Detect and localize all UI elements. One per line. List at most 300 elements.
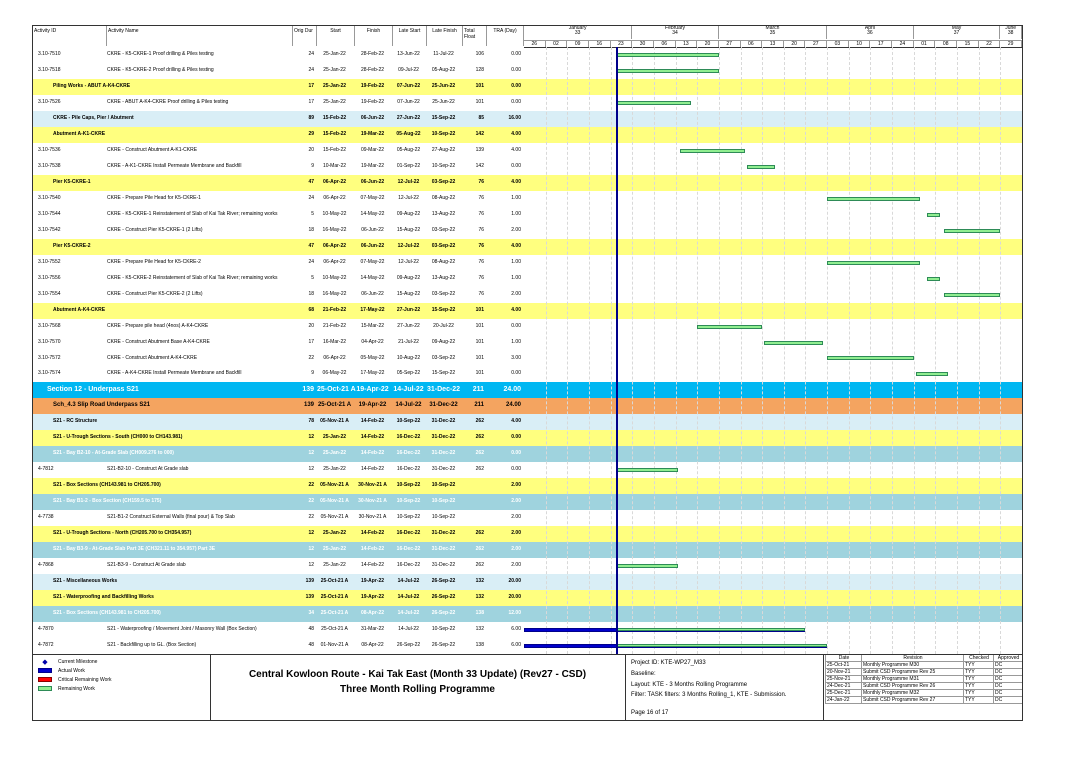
cell-tra: 2.00 [511,546,521,553]
month-number: 37 [953,30,960,36]
cell-tf: 262 [475,562,484,569]
cell-lf: 25-Jun-22 [432,98,455,105]
cell-dur: 12 [308,530,314,537]
cell-tf: 76 [478,194,484,201]
cell-tra: 4.00 [511,418,521,425]
activity-row[interactable] [33,462,524,478]
cell-name: Sch_4.3 Slip Road Underpass S21 [53,402,151,409]
gantt-bar-remaining[interactable] [617,628,805,631]
legend-label: Remaining Work [58,685,95,692]
activity-row[interactable] [33,558,524,574]
cell-start: 25-Oct-21 A [321,626,348,633]
cell-lf: 05-Aug-22 [431,66,456,73]
timescale-week: 17 [870,40,892,47]
revision-row [825,690,1022,697]
cell-dur: 29 [308,130,314,137]
revision-cell: TYY [963,676,993,683]
cell-tf: 142 [475,130,484,137]
legend-label: Critical Remaining Work [58,676,112,683]
gantt-bar[interactable] [617,69,719,73]
cell-ls: 07-Jun-22 [396,82,421,89]
cell-name: Pier K5-CKRE-1 [53,178,91,185]
cell-dur: 12 [308,466,314,473]
cell-dur: 48 [308,642,314,649]
activity-row[interactable] [33,271,524,287]
cell-ls: 16-Dec-22 [396,450,421,457]
activity-row[interactable] [33,622,524,638]
cell-dur: 24 [308,66,314,73]
cell-dur: 48 [308,626,314,633]
gridline [870,47,871,654]
cell-tra: 2.00 [511,482,521,489]
cell-tra: 24.00 [503,386,521,394]
cell-tf: 85 [478,114,484,121]
cell-name: CKRE - ABUT A-K4-CKRE Proof drilling & Piles testing [107,98,229,105]
timescale-header [524,26,1022,46]
cell-tra: 0.00 [511,66,521,73]
timescale-week: 27 [805,40,827,47]
cell-lf: 31-Dec-22 [431,418,456,425]
cell-start: 15-Feb-22 [322,146,347,153]
gridline [1000,47,1001,654]
cell-ls: 27-Jun-22 [397,322,420,329]
col-activity-id[interactable]: Activity ID [33,26,107,46]
cell-finish: 30-Nov-21 A [358,514,387,521]
cell-dur: 17 [308,98,314,105]
cell-name: CKRE - K5-CKRE-1 Proof drilling & Piles testing [107,51,214,57]
cell-dur: 18 [308,226,314,233]
cell-lf: 08-Aug-22 [431,258,456,265]
baseline: Baseline: [631,671,656,677]
timescale-week: 10 [849,40,871,47]
activity-row[interactable] [33,351,524,367]
col-tra[interactable]: TRA (Day) [487,26,524,46]
timescale-week: 27 [719,40,741,47]
activity-row[interactable] [33,287,524,303]
timescale-week: 01 [914,40,936,47]
gridline [784,47,785,654]
cell-name: CKRE - Construct Abutment Base A-K4-CKRE [107,338,210,345]
cell-ls: 09-Aug-22 [396,274,421,281]
cell-finish: 05-May-22 [360,354,385,361]
gridline [719,47,720,654]
revision-row [825,662,1022,669]
data-date-line [616,47,618,654]
cell-name: CKRE - K5-CKRE-2 Reinstatement of Slab of Kai Tak River; remaining works [107,274,278,281]
legend-item [38,675,112,684]
cell-finish: 14-Feb-22 [360,546,385,553]
revision-row [825,669,1022,676]
cell-lf: 15-Sep-22 [431,306,456,313]
col-total-float[interactable]: Total Float [463,26,487,46]
cell-finish: 14-Feb-22 [360,530,385,537]
cell-start: 06-May-22 [322,370,347,377]
cell-lf: 10-Sep-22 [431,130,456,137]
revision-cell: TYY [963,662,993,669]
cell-id: 3.10-7538 [38,162,61,169]
cell-id: 3.10-7572 [38,354,61,361]
cell-dur: 24 [308,194,314,201]
schedule-sheet [32,25,1023,721]
cell-start: 05-Nov-21 A [320,498,349,505]
cell-lf: 31-Dec-22 [431,450,456,457]
col-activity-name[interactable]: Activity Name [107,26,293,46]
timescale-month [632,26,719,39]
cell-start: 25-Jan-22 [323,66,346,73]
cell-name: CKRE - Prepare Pile Head for K5-CKRE-2 [107,258,201,265]
cell-finish: 08-Apr-22 [360,610,385,617]
cell-dur: 18 [308,290,314,297]
cell-tf: 262 [475,418,484,425]
gantt-chart [524,47,1022,654]
cell-finish: 06-Jun-22 [361,290,384,297]
revision-cell: 24-Jan-22 [825,697,861,704]
cell-finish: 30-Nov-21 A [358,498,387,505]
cell-finish: 19-Feb-22 [360,98,385,105]
gridline [762,47,763,654]
activity-row[interactable] [33,143,524,159]
cell-start: 10-Mar-22 [322,162,347,169]
cell-tf: 262 [475,530,484,537]
cell-finish: 17-May-22 [360,370,385,377]
cell-id: 3.10-7540 [38,194,61,201]
cell-lf: 26-Sep-22 [431,578,456,585]
activity-row[interactable] [33,335,524,351]
cell-dur: 68 [308,306,314,313]
cell-name: CKRE - K5-CKRE-2 Proof drilling & Piles testing [107,66,214,73]
activity-row[interactable] [33,510,524,526]
cell-finish: 19-Mar-22 [360,130,385,137]
revision-cell: 25-Oct-21 [825,662,861,669]
month-label: March [765,25,780,31]
cell-id: 4-7872 [38,642,54,649]
activity-row[interactable] [33,223,524,239]
cell-ls: 16-Dec-22 [396,466,421,473]
cell-start: 15-Feb-22 [322,114,347,121]
cell-ls: 13-Jun-22 [397,51,420,57]
cell-lf: 25-Jun-22 [431,82,456,89]
cell-lf: 15-Sep-22 [431,114,456,121]
gantt-bar[interactable] [680,149,745,153]
col-late-finish[interactable]: Late Finish [427,26,463,46]
cell-name: Piling Works - ABUT A-K4-CKRE [53,82,131,89]
cell-tra: 2.00 [511,562,521,569]
project-id: Project ID: KTE-WP27_M33 [631,660,706,666]
gridline [589,47,590,654]
timescale-week: 13 [676,40,698,47]
gantt-bar[interactable] [944,293,1000,297]
cell-ls: 10-Sep-22 [396,418,421,425]
cell-ls: 12-Jul-22 [397,242,420,249]
cell-ls: 16-Dec-22 [396,434,421,441]
gantt-bar[interactable] [827,197,920,201]
cell-tf: 101 [475,370,484,377]
cell-lf: 31-Dec-22 [431,466,456,473]
cell-finish: 06-Jun-22 [361,226,384,233]
report-title: Central Kowloon Route - Kai Tak East (Month 33 Update) (Rev27 - CSD) [248,669,587,680]
cell-tra: 4.00 [511,178,521,185]
cell-name: Abutment A-K1-CKRE [53,130,106,137]
gantt-bar[interactable] [927,277,940,281]
revision-cell: DC [993,683,1022,690]
cell-id: 3.10-7536 [38,146,61,153]
month-number: 36 [867,30,873,36]
critical-remaining-bar-icon [38,677,52,682]
cell-lf: 31-Dec-22 [431,434,456,441]
cell-start: 25-Jan-22 [322,82,347,89]
cell-start: 21-Feb-22 [322,322,347,329]
filter: Filter: TASK filters: 3 Months Rolling_1, KTE - Submission. [631,692,787,698]
cell-tra: 20.00 [508,594,521,601]
cell-tra: 0.00 [511,98,521,105]
revision-cell: TYY [963,669,993,676]
cell-name: Pier K5-CKRE-2 [53,242,91,249]
activity-row[interactable] [33,159,524,175]
cell-lf: 08-Aug-22 [431,194,456,201]
cell-name: S21 - Box Sections (CH143.981 to CH205.700) [53,610,161,617]
cell-tf: 76 [478,258,484,265]
cell-id: 3.10-7544 [38,210,61,217]
cell-ls: 14-Jul-22 [397,610,420,617]
cell-tf: 142 [475,162,484,169]
cell-start: 25-Oct-21 A [317,386,356,394]
month-label: May [951,25,962,31]
cell-dur: 47 [308,242,314,249]
activity-row[interactable] [33,95,524,111]
cell-ls: 12-Jul-22 [397,178,420,185]
gridline [805,47,806,654]
gantt-bar[interactable] [927,213,940,217]
gridline [935,47,936,654]
revision-row [825,683,1022,690]
cell-tf: 262 [475,450,484,457]
activity-row[interactable] [33,638,524,654]
cell-name: S21-B1-2 Construct External Walls (final pour) & Top Slab [107,514,235,521]
cell-dur: 139 [302,386,314,394]
cell-finish: 19-Apr-22 [360,578,385,585]
timescale-week: 26 [524,40,546,47]
cell-tra: 0.00 [511,434,521,441]
timescale-month [914,26,1001,39]
activity-row[interactable] [33,366,524,382]
legend-item [38,666,85,675]
revision-cell: Submit CSD Programme Rev 27 [861,697,963,704]
col-late-start[interactable]: Late Start [393,26,427,46]
cell-id: 4-7738 [38,514,54,521]
legend-item [38,657,97,666]
cell-finish: 08-Apr-22 [361,642,384,649]
cell-lf: 31-Dec-22 [427,386,461,394]
cell-lf: 10-Sep-22 [431,626,456,633]
cell-dur: 89 [308,114,314,121]
cell-name: S21 - Waterproofing and Backfilling Works [53,594,154,601]
gantt-bar[interactable] [617,53,719,57]
gantt-bar[interactable] [697,325,762,329]
cell-start: 25-Jan-22 [323,466,346,473]
gridline [741,47,742,654]
cell-tra: 6.00 [511,642,521,649]
cell-start: 25-Oct-21 A [320,594,349,601]
cell-tf: 211 [472,386,484,394]
cell-dur: 12 [308,562,314,569]
revision-table [825,655,1022,721]
cell-start: 16-May-22 [322,290,347,297]
cell-dur: 22 [308,514,314,521]
cell-id: 4-7812 [38,466,54,473]
legend [33,655,211,721]
cell-ls: 12-Jul-22 [398,258,419,265]
cell-ls: 10-Sep-22 [396,514,421,521]
activity-row[interactable] [33,255,524,271]
cell-name: S21 - Miscellaneous Works [53,578,118,585]
activity-row[interactable] [33,47,524,63]
cell-finish: 15-Mar-22 [360,322,385,329]
cell-tf: 262 [475,434,484,441]
cell-tf: 138 [475,610,484,617]
gantt-bar[interactable] [764,341,822,345]
revision-cell: DC [993,697,1022,704]
month-label: April [864,25,875,31]
revision-cell: DC [993,676,1022,683]
cell-ls: 07-Jun-22 [397,98,420,105]
remaining-work-bar-icon [38,686,52,691]
cell-start: 06-Apr-22 [322,242,347,249]
cell-lf: 26-Sep-22 [431,594,456,601]
cell-start: 21-Feb-22 [322,306,347,313]
cell-start: 05-Nov-21 A [320,482,349,489]
cell-finish: 09-Mar-22 [360,146,385,153]
cell-finish: 14-Feb-22 [360,434,385,441]
cell-lf: 03-Sep-22 [431,178,456,185]
cell-id: 3.10-7554 [38,290,61,297]
milestone-icon: ◆ [42,658,48,666]
cell-start: 06-Apr-22 [323,194,346,201]
cell-name: S21 - Bay B1-2 - Box Section (CH159.5 to 175) [53,498,162,505]
cell-lf: 15-Sep-22 [431,370,456,377]
cell-start: 10-May-22 [322,274,347,281]
cell-ls: 16-Dec-22 [396,546,421,553]
gantt-bar[interactable] [827,356,914,360]
cell-tf: 262 [475,466,484,473]
cell-dur: 20 [308,146,314,153]
activity-row[interactable] [33,319,524,335]
cell-start: 25-Oct-21 A [317,402,352,409]
gantt-bar[interactable] [944,229,1000,233]
revision-cell: Checked [963,655,993,662]
cell-dur: 17 [308,82,314,89]
gantt-bar[interactable] [916,372,948,376]
cell-tf: 262 [475,546,484,553]
cell-finish: 14-May-22 [360,274,385,281]
cell-ls: 16-Dec-22 [396,562,421,569]
cell-start: 25-Jan-22 [322,546,347,553]
col-orig-dur[interactable]: Orig Dur [293,26,317,46]
gantt-bar[interactable] [827,261,920,265]
cell-start: 15-Feb-22 [322,130,347,137]
gridline [957,47,958,654]
cell-tra: 0.00 [511,466,521,473]
cell-name: CKRE - Construct Pier K5-CKRE-2 (2 Lifts) [107,290,203,297]
col-finish[interactable]: Finish [355,26,393,46]
cell-ls: 21-Jul-22 [398,338,419,345]
legend-label: Actual Work [58,667,85,674]
activity-row[interactable] [33,207,524,223]
gantt-bar[interactable] [747,165,775,169]
gridline [567,47,568,654]
gridline [892,47,893,654]
cell-start: 05-Nov-21 A [320,514,349,521]
cell-lf: 10-Sep-22 [431,498,456,505]
timescale-week: 15 [957,40,979,47]
cell-tf: 138 [475,642,484,649]
cell-finish: 14-May-22 [360,210,385,217]
revision-row [825,676,1022,683]
cell-tra: 20.00 [508,578,521,585]
cell-start: 16-May-22 [322,226,347,233]
cell-tra: 24.00 [505,402,521,409]
gantt-bar-remaining[interactable] [617,644,827,647]
cell-dur: 22 [308,482,314,489]
cell-name: CKRE - Construct Abutment A-K4-CKRE [107,354,198,361]
cell-ls: 15-Aug-22 [396,226,421,233]
cell-dur: 9 [311,370,314,377]
cell-ls: 14-Jul-22 [393,386,424,394]
cell-tra: 2.00 [511,290,521,297]
timescale-week: 20 [697,40,719,47]
cell-name: CKRE - A-K4-CKRE Install Permeate Membrane and Backfill [107,370,242,377]
actual-work-bar-icon [38,668,52,673]
revision-cell: DC [993,690,1022,697]
cell-dur: 12 [308,450,314,457]
cell-name: S21 - RC Structure [53,418,98,425]
activity-row[interactable] [33,63,524,79]
gantt-bar[interactable] [617,468,678,472]
cell-name: S21 - Bay B2-10 - At-Grade Slab (CH009.276 to 000) [53,450,174,457]
timescale-week: 23 [611,40,633,47]
month-number: 38 [1007,30,1014,36]
cell-finish: 19-Apr-22 [356,386,389,394]
cell-ls: 14-Jul-22 [398,626,419,633]
project-info [625,655,824,721]
gantt-bar[interactable] [617,564,678,568]
cell-start: 25-Jan-22 [322,450,347,457]
cell-start: 25-Jan-22 [323,51,346,57]
cell-lf: 13-Aug-22 [431,274,456,281]
cell-tra: 2.00 [511,514,521,521]
cell-lf: 13-Aug-22 [431,210,456,217]
cell-tf: 139 [475,146,484,153]
cell-name: S21 - Backfilling up to GL. (Box Section) [107,642,197,649]
cell-tra: 4.00 [511,306,521,313]
cell-lf: 20-Jul-22 [433,322,454,329]
cell-dur: 78 [308,418,314,425]
cell-start: 05-Nov-21 A [320,418,349,425]
cell-ls: 10-Sep-22 [396,498,421,505]
month-label: January [568,25,587,31]
cell-lf: 09-Aug-22 [431,338,456,345]
legend-item [38,684,95,693]
cell-dur: 5 [311,274,314,281]
cell-tra: 4.00 [511,242,521,249]
cell-tra: 0.00 [511,162,521,169]
revision-row [825,697,1022,704]
col-start[interactable]: Start [317,26,355,46]
cell-tf: 101 [475,322,484,329]
cell-name: S21 - Bay B3-9 - At-Grade Slab Part 3E (CH321.11 to 354.957) Part 3E [53,546,216,553]
cell-ls: 09-Jul-22 [398,66,419,73]
activity-row[interactable] [33,191,524,207]
gantt-bar[interactable] [617,101,691,105]
